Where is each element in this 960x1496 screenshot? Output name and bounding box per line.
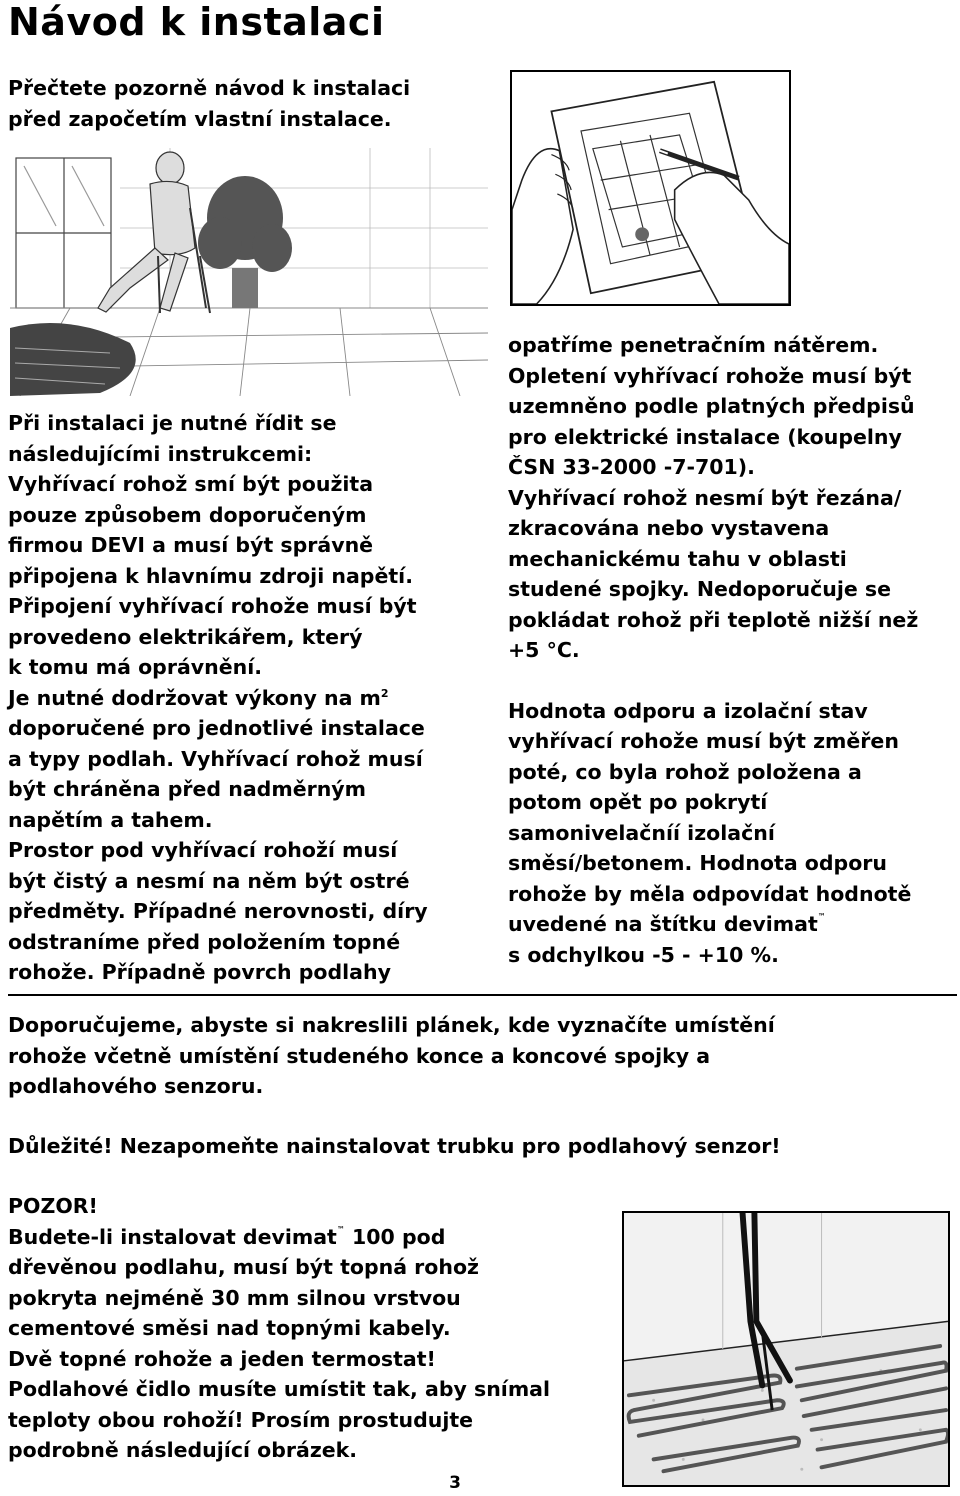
text-line bbox=[8, 683, 498, 714]
text-line: dřevěnou podlahu, musí být topná rohož bbox=[8, 1255, 479, 1279]
text-line: cementové směsi nad topnými kabely. bbox=[8, 1316, 451, 1340]
text-line: Podlahové čidlo musíte umístit tak, aby snímal bbox=[8, 1377, 551, 1401]
instructions-left-column bbox=[8, 408, 498, 988]
text-line: samonivelačníí izolační bbox=[508, 820, 775, 845]
text-line: být čistý a nesmí na něm být ostré bbox=[8, 868, 410, 893]
text-line: být chráněna před nadměrným bbox=[8, 777, 367, 801]
text-line: Opletení vyhřívací rohože musí být bbox=[508, 363, 912, 388]
text-line: pro elektrické instalace (koupelny bbox=[508, 424, 902, 449]
text-line: Důležité! Nezapomeňte nainstalovat trubku pro podlahový senzor! bbox=[8, 1134, 781, 1158]
intro-line: před započetím vlastní instalace. bbox=[8, 106, 392, 131]
text-line: mechanickému tahu v oblasti bbox=[508, 546, 847, 571]
superscript: 2 bbox=[380, 686, 389, 700]
text-line: Vyhřívací rohož smí být použita bbox=[8, 472, 374, 496]
trademark-mark: ™ bbox=[817, 912, 826, 921]
text-line: doporučené pro jednotlivé instalace bbox=[8, 716, 425, 740]
text-line: opatříme penetračním nátěrem. bbox=[508, 333, 879, 357]
text-line: s odchylkou -5 - +10 %. bbox=[508, 942, 779, 967]
text-line: uzemněno podle platných předpisů bbox=[508, 394, 915, 418]
text-line: teploty obou rohoží! Prosím prostudujte bbox=[8, 1407, 474, 1432]
text-run: 100 pod bbox=[344, 1224, 446, 1249]
text-line bbox=[8, 1222, 608, 1253]
paragraph-gap bbox=[508, 666, 960, 696]
trademark-mark: ™ bbox=[336, 1224, 345, 1234]
text-line: potom opět po pokrytí bbox=[508, 790, 768, 814]
text-line: podlahového senzoru. bbox=[8, 1074, 264, 1098]
text-line: k tomu má oprávnění. bbox=[8, 655, 263, 679]
text-line: ČSN 33-2000 -7-701). bbox=[508, 455, 755, 479]
text-line: a typy podlah. Vyhřívací rohož musí bbox=[8, 746, 423, 771]
text-line: rohože by měla odpovídat hodnotě bbox=[508, 881, 912, 906]
text-line: Doporučujeme, abyste si nakreslili plánek, kde vyznačíte umístění bbox=[8, 1013, 775, 1037]
text-line: Připojení vyhřívací rohože musí být bbox=[8, 594, 417, 618]
text-run: uvedené na štítku devimat bbox=[508, 912, 818, 936]
intro-text bbox=[8, 73, 488, 134]
intro-line: Přečtete pozorně návod k instalaci bbox=[8, 76, 411, 100]
text-line: předměty. Případné nerovnosti, díry bbox=[8, 899, 428, 923]
page-title: Návod k instalaci bbox=[8, 0, 385, 44]
bathroom-illustration bbox=[10, 148, 488, 396]
text-line: pouze způsobem doporučeným bbox=[8, 502, 367, 527]
text-line: Hodnota odporu a izolační stav bbox=[508, 698, 868, 723]
page-number: 3 bbox=[449, 1473, 461, 1493]
warning-block bbox=[8, 1191, 608, 1466]
text-line: napětím a tahem. bbox=[8, 807, 213, 832]
plan-recommendation bbox=[8, 1010, 953, 1102]
text-line: firmou DEVI a musí být správně bbox=[8, 533, 374, 557]
text-run: Je nutné dodržovat výkony na m bbox=[8, 685, 381, 710]
text-line: následujícími instrukcemi: bbox=[8, 441, 313, 466]
text-line: Dvě topné rohože a jeden termostat! bbox=[8, 1346, 436, 1371]
text-line: rohože. Případně povrch podlahy bbox=[8, 960, 391, 984]
text-run: Budete-li instalovat devimat bbox=[8, 1224, 337, 1249]
text-line bbox=[508, 909, 960, 940]
important-note bbox=[8, 1131, 953, 1162]
text-line: Vyhřívací rohož nesmí být řezána/ bbox=[508, 485, 902, 510]
text-line: odstraníme před položením topné bbox=[8, 929, 401, 954]
section-divider bbox=[8, 994, 957, 996]
warning-heading: POZOR! bbox=[8, 1194, 98, 1218]
text-line: připojena k hlavnímu zdroji napětí. bbox=[8, 563, 413, 588]
text-line: rohože včetně umístění studeného konce a koncové spojky a bbox=[8, 1043, 711, 1068]
text-line: pokryta nejméně 30 mm silnou vrstvou bbox=[8, 1285, 461, 1310]
text-line: Prostor pod vyhřívací rohoží musí bbox=[8, 838, 398, 862]
text-line: pokládat rohož při teplotě nižší než bbox=[508, 607, 919, 632]
plan-drawing-illustration bbox=[510, 70, 791, 306]
text-line: Při instalaci je nutné řídit se bbox=[8, 411, 337, 435]
text-line: podrobně následující obrázek. bbox=[8, 1438, 358, 1462]
text-line: poté, co byla rohož položena a bbox=[508, 759, 862, 784]
heating-mats-illustration bbox=[622, 1211, 950, 1487]
instructions-right-column bbox=[508, 330, 960, 970]
text-line: +5 °C. bbox=[508, 638, 580, 662]
text-line: provedeno elektrikářem, který bbox=[8, 624, 363, 649]
text-line: studené spojky. Nedoporučuje se bbox=[508, 577, 892, 601]
text-line: zkracována nebo vystavena bbox=[508, 516, 830, 540]
text-line: směsí/betonem. Hodnota odporu bbox=[508, 851, 888, 875]
text-line: vyhřívací rohože musí být změřen bbox=[508, 729, 899, 753]
